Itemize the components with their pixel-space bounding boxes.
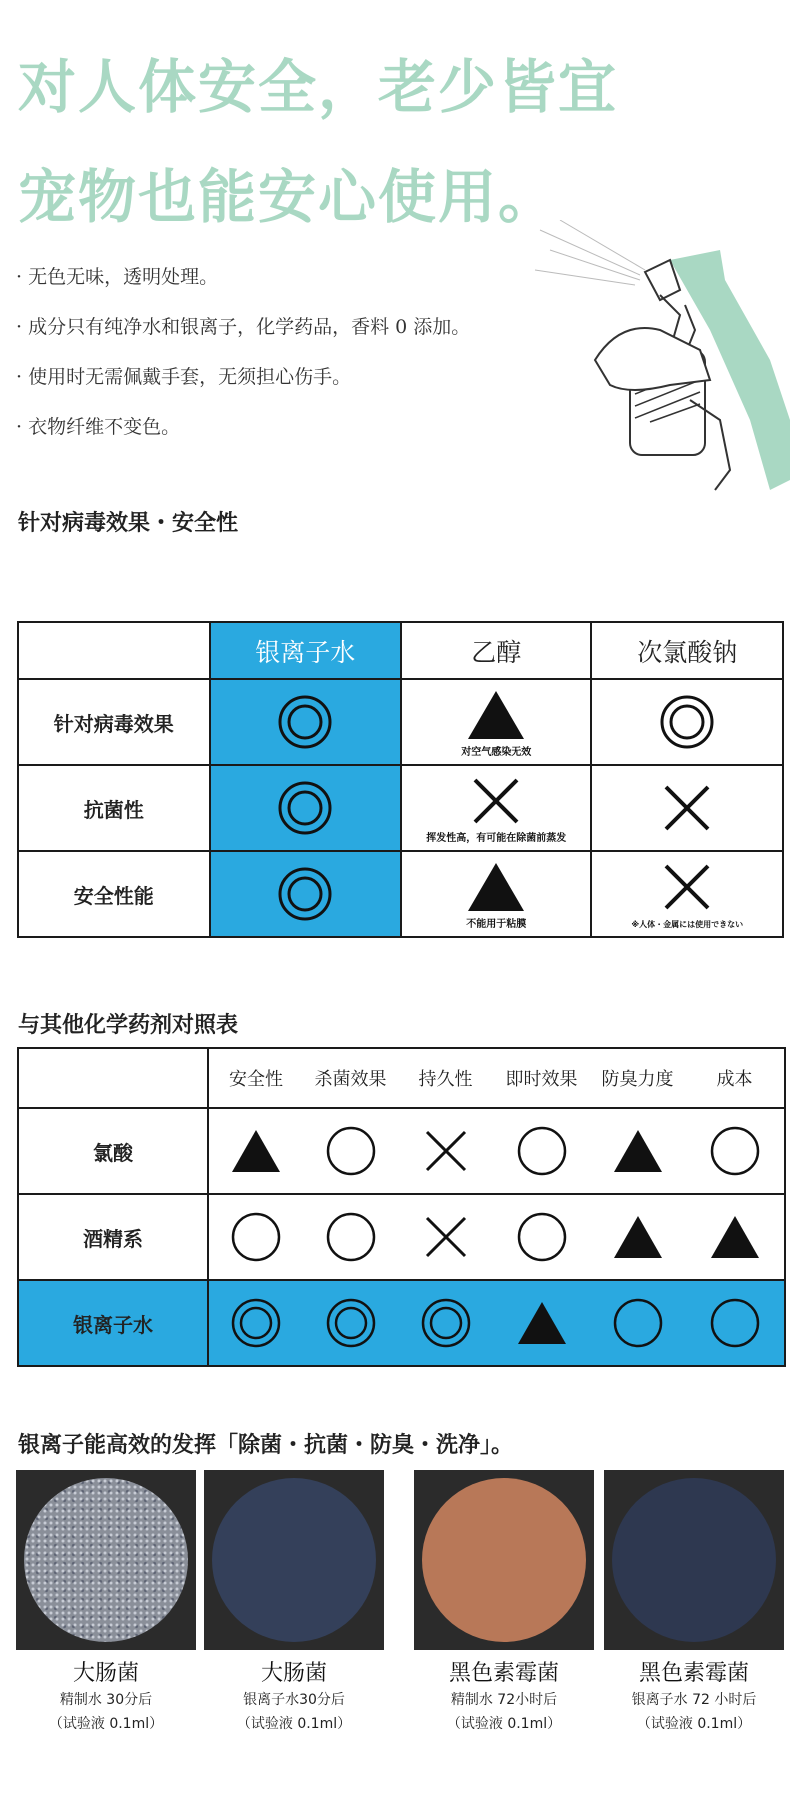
empty-header-cell xyxy=(18,1048,208,1108)
triangle-icon xyxy=(230,1128,282,1174)
cross-icon xyxy=(423,1128,469,1174)
table-cell xyxy=(590,1108,685,1194)
chemical-comparison-table xyxy=(17,1047,786,1367)
petri-dish-photo xyxy=(414,1470,594,1650)
circle-icon xyxy=(612,1297,664,1349)
test-condition: 精制水 30分后 xyxy=(59,1692,153,1708)
table-cell xyxy=(590,1280,685,1366)
column-header-sodium-hypochlorite: 次氯酸钠 xyxy=(591,622,783,679)
table-cell xyxy=(493,1194,590,1280)
double-circle-icon xyxy=(230,1297,282,1349)
double-circle-icon xyxy=(659,694,715,750)
petri-dish-card xyxy=(604,1470,784,1735)
cell-note: 不能用于粘膜 xyxy=(466,919,527,930)
petri-plate xyxy=(212,1478,376,1642)
test-volume: （试验液 0.1ml） xyxy=(236,1716,352,1732)
row-header: 酒精系 xyxy=(18,1194,208,1280)
table-cell xyxy=(303,1280,398,1366)
table-cell xyxy=(210,765,402,851)
row-header: 银离子水 xyxy=(18,1280,208,1366)
table-cell xyxy=(208,1280,303,1366)
cross-icon xyxy=(471,776,521,826)
organism-name: 黑色素霉菌 xyxy=(448,1661,559,1686)
double-circle-icon xyxy=(420,1297,472,1349)
organism-name: 大肠菌 xyxy=(260,1661,327,1686)
feature-item: · 无色无味，透明处理。 xyxy=(16,262,470,312)
table-row xyxy=(18,1194,785,1280)
table-cell xyxy=(208,1194,303,1280)
triangle-icon xyxy=(466,861,526,913)
circle-icon xyxy=(230,1211,282,1263)
circle-icon xyxy=(516,1211,568,1263)
test-volume: （试验液 0.1ml） xyxy=(48,1716,164,1732)
table-cell xyxy=(303,1194,398,1280)
empty-header-cell xyxy=(18,622,210,679)
row-header: 针对病毒效果 xyxy=(18,679,210,765)
test-volume: （试验液 0.1ml） xyxy=(636,1716,752,1732)
triangle-icon xyxy=(709,1214,761,1260)
double-circle-icon xyxy=(325,1297,377,1349)
table-cell xyxy=(401,851,591,937)
triangle-icon xyxy=(516,1300,568,1346)
feature-item: · 使用时无需佩戴手套，无须担心伤手。 xyxy=(16,362,470,412)
triangle-icon xyxy=(612,1128,664,1174)
circle-icon xyxy=(709,1297,761,1349)
table-cell xyxy=(493,1108,590,1194)
table-cell xyxy=(401,765,591,851)
petri-dish-card xyxy=(16,1470,196,1735)
table-cell xyxy=(685,1280,785,1366)
feature-list xyxy=(16,262,470,462)
table2-title: 与其他化学药剂对照表 xyxy=(18,1013,239,1038)
double-circle-icon xyxy=(277,866,333,922)
triangle-icon xyxy=(612,1214,664,1260)
column-header-ethanol: 乙醇 xyxy=(401,622,591,679)
petri-dish-photo xyxy=(204,1470,384,1650)
column-header-silver-ion-water: 银离子水 xyxy=(210,622,402,679)
double-circle-icon xyxy=(277,694,333,750)
column-header: 安全性 xyxy=(208,1048,303,1108)
test-condition: 银离子水30分后 xyxy=(243,1692,345,1708)
column-header: 即时效果 xyxy=(493,1048,590,1108)
triangle-icon xyxy=(466,689,526,741)
cross-icon xyxy=(662,783,712,833)
headline-line-1: 对人体安全，老少皆宜 xyxy=(18,53,619,121)
test-condition: 精制水 72小时后 xyxy=(450,1692,558,1708)
experiment-title: 银离子能高效的发挥「除菌・抗菌・防臭・洗净」。 xyxy=(18,1433,514,1458)
table-cell xyxy=(398,1108,493,1194)
table-cell xyxy=(208,1108,303,1194)
table-cell xyxy=(398,1280,493,1366)
table-cell xyxy=(590,1194,685,1280)
cell-note: 对空气感染无效 xyxy=(461,747,532,758)
table-cell xyxy=(685,1108,785,1194)
circle-icon xyxy=(325,1211,377,1263)
spray-bottle-illustration xyxy=(520,220,790,540)
cross-icon xyxy=(662,862,712,912)
feature-item: · 衣物纤维不变色。 xyxy=(16,412,470,462)
petri-dish-photo xyxy=(604,1470,784,1650)
petri-plate xyxy=(612,1478,776,1642)
headline-line-2: 宠物也能安心使用。 xyxy=(18,163,559,231)
table-cell xyxy=(398,1194,493,1280)
test-volume: （试验液 0.1ml） xyxy=(446,1716,562,1732)
table-row xyxy=(18,1108,785,1194)
virus-effect-table xyxy=(17,621,784,938)
table-cell xyxy=(685,1194,785,1280)
cross-icon xyxy=(423,1214,469,1260)
row-header: 氯酸 xyxy=(18,1108,208,1194)
table-cell xyxy=(493,1280,590,1366)
table-cell xyxy=(401,679,591,765)
circle-icon xyxy=(325,1125,377,1177)
table-cell xyxy=(591,679,783,765)
test-condition: 银离子水 72 小时后 xyxy=(631,1692,757,1708)
petri-dish-photo xyxy=(16,1470,196,1650)
table-row xyxy=(18,1280,785,1366)
organism-name: 黑色素霉菌 xyxy=(638,1661,749,1686)
column-header: 防臭力度 xyxy=(590,1048,685,1108)
feature-item: · 成分只有纯净水和银离子，化学药品，香料 0 添加。 xyxy=(16,312,470,362)
cell-note: ※人体・金属には使用できない xyxy=(631,920,744,929)
row-header: 安全性能 xyxy=(18,851,210,937)
circle-icon xyxy=(709,1125,761,1177)
petri-dish-card xyxy=(414,1470,594,1735)
column-header: 成本 xyxy=(685,1048,785,1108)
column-header: 持久性 xyxy=(398,1048,493,1108)
table-cell xyxy=(591,851,783,937)
table-cell xyxy=(591,765,783,851)
table-cell xyxy=(303,1108,398,1194)
double-circle-icon xyxy=(277,780,333,836)
table-cell xyxy=(210,679,402,765)
table-cell xyxy=(210,851,402,937)
table1-title: 针对病毒效果・安全性 xyxy=(18,511,239,536)
organism-name: 大肠菌 xyxy=(72,1661,139,1686)
cell-note: 挥发性高，有可能在除菌前蒸发 xyxy=(426,833,567,844)
petri-dish-card xyxy=(204,1470,384,1735)
petri-plate xyxy=(24,1478,188,1642)
column-header: 杀菌效果 xyxy=(303,1048,398,1108)
circle-icon xyxy=(516,1125,568,1177)
petri-plate xyxy=(422,1478,586,1642)
row-header: 抗菌性 xyxy=(18,765,210,851)
